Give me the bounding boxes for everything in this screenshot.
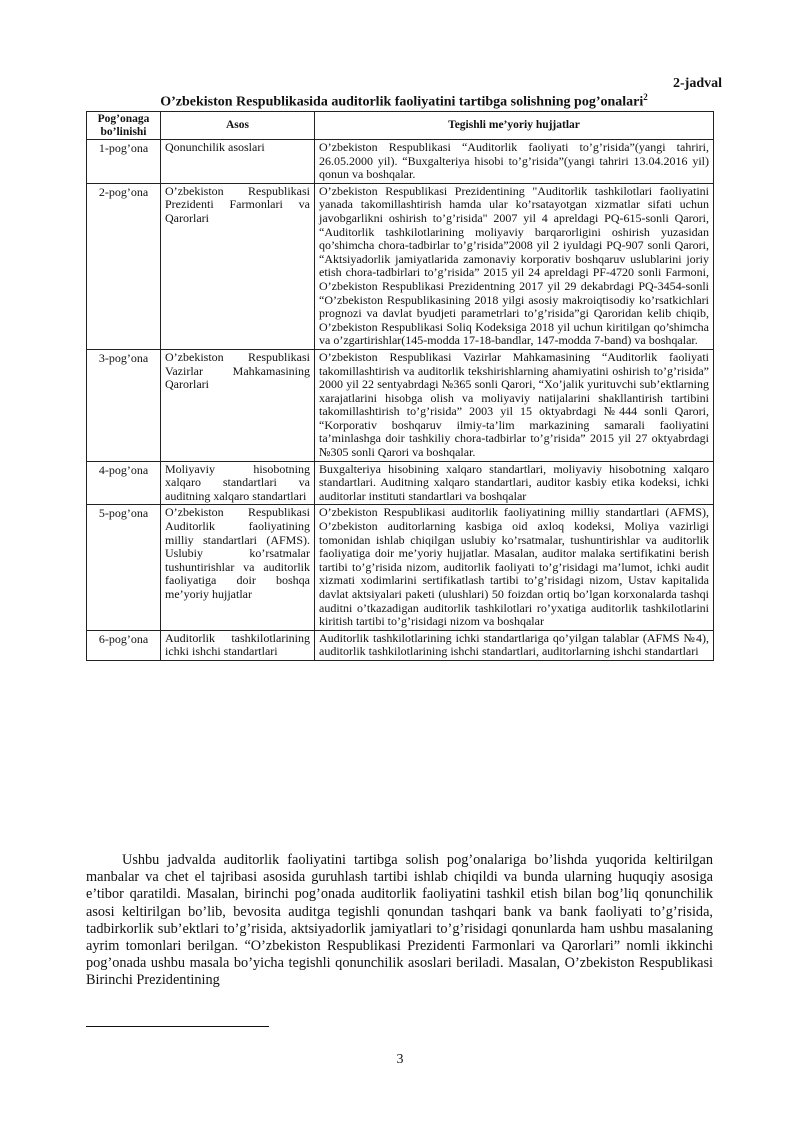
column-header-basis: Asos [161, 112, 315, 140]
table-label: 2-jadval [673, 76, 722, 91]
body-text [86, 852, 713, 990]
body-paragraph: Ushbu jadvalda auditorlik faoliyatini tartibga solish pog’onalariga bo’lishda yuqorida keltirilgan manbalar va chet el tajribasi asosida guruhlash tartibi ishlab chiqildi va bunda ularning huquqiy asosiga e’tibor qaratildi. Masalan, birinchi pog’onada auditorlik faoliyatini tashkil etish bilan bog’liq qonunchilik asosi keltirilgan bo’lib, bevosita auditga tegishli qonundan tashqari bank va bank faoliyati to’g’risida, tadbirkorlik sub’ektlari to’g’risida, aktsiyadorlik jamiyatlari to’g’risidagi qonunlarda ham ushbu masalaning ayrim tomonlari berilgan. “O’zbekiston Respublikasi Prezidenti Farmonlari va Qarorlari” nomli ikkinchi pog’onada ushbu masala bo’yicha tegishli qonunchilik asoslari beriladi. Masalan, O’zbekiston Respublikasi Birinchi Prezidentining [86, 852, 713, 989]
cell-basis: O’zbekiston Respublikasi Vazirlar Mahkamasining Qarorlari [161, 349, 315, 461]
table-row [87, 183, 714, 349]
cell-level: 1-pog’ona [87, 140, 161, 184]
table-header-row [87, 112, 714, 140]
cell-documents: O’zbekiston Respublikasi auditorlik faoliyatining milliy standartlari (AFMS), O’zbekiston auditorlarning kasbiga oid axloq kodeksi, Moliya vazirligi tomonidan ishlab chiqilgan uslubiy ko’rsatmalar, tushuntirishlar va auditorlik faoliyatiga doir me’yoriy hujjatlar. Masalan, auditor malaka sertifikatini berish tartibi to’g’risida nizom, auditorlik faoliyati to’g’risidagi ma’lumot, ichki audit xizmati xodimlarini sertifikatlash tartibi to’g’risidagi nizom, Ustav kapitalida davlat aktsiyalari paketi (ulushlari) 50 foizdan ortiq bo’lgan korxonalarda tashqi auditni o’tkazadigan auditorlik tashkilotlari ro’yxatiga auditorlik tashkilotlarini kiritish tartibi to’g’risidagi nizom va boshqalar [315, 505, 714, 630]
cell-documents: O’zbekiston Respublikasi “Auditorlik faoliyati to’g’risida”(yangi tahriri, 26.05.2000 yil). “Buxgalteriya hisobi to’g’risida”(yangi tahriri 13.04.2016 yil) qonun va boshqalar. [315, 140, 714, 184]
page-number: 3 [396, 1052, 404, 1067]
cell-level: 2-pog’ona [87, 183, 161, 349]
cell-level: 4-pog’ona [87, 461, 161, 505]
cell-basis: Moliyaviy hisobotning xalqaro standartlari va auditning xalqaro standartlari [161, 461, 315, 505]
cell-documents: O’zbekiston Respublikasi Vazirlar Mahkamasining “Auditorlik faoliyati takomillashtirish va auditorlik tekshirishlarning ahamiyatini oshirish to’g’risida” 2000 yil 22 sentyabrdagi №365 sonli Qarori, “Xo’jalik yurituvchi sub’ektlarning xarajatlarini hisobga olish va moliyaviy natijalarini shakllantirish tartibini takomillashtirish to’g’risida” 2003 yil 15 oktyabrdagi №444 sonli Qarori, “Korporativ boshqaruv ilmiy-ta’lim markazining samarali faoliyatini ta’minlashga doir tashkiliy chora-tadbirlar to’g’risida” 2015 yil 27 oktyabrdagi №305 sonli Qarori va boshqalar. [315, 349, 714, 461]
table-row [87, 140, 714, 184]
cell-basis: O’zbekiston Respublikasi Prezidenti Farmonlari va Qarorlari [161, 183, 315, 349]
cell-level: 3-pog’ona [87, 349, 161, 461]
cell-basis: Auditorlik tashkilotlarining ichki ishchi standartlari [161, 630, 315, 660]
table-title [84, 92, 724, 111]
table-title-text: O’zbekiston Respublikasida auditorlik faoliyatini tartibga solishning pog’onalari [160, 94, 644, 110]
table-row [87, 349, 714, 461]
cell-documents: Buxgalteriya hisobining xalqaro standartlari, moliyaviy hisobotning xalqaro standartlari. Auditning xalqaro standartlari, auditor kasbiy etika kodeksi, ichki auditorlar instituti standartlari va boshqalar [315, 461, 714, 505]
cell-level: 5-pog’ona [87, 505, 161, 630]
cell-documents: O’zbekiston Respublikasi Prezidentining "Auditorlik tashkilotlari faoliyatini yanada takomillashtirish hamda ular ko’rsatayotgan xizmatlar sifati uchun javobgarlikni oshirish to’g’risida" 2007 yil 4 apreldagi PQ-615-sonli Qarori, “Auditorlik tashkilotlarining moliyaviy barqarorligini oshirish yuzasidan qo’shimcha chora-tadbirlar to’g’risida”2008 yil 2 iyuldagi PQ-907 sonli Qarori, “Aktsiyadorlik jamiyatlarida zamonaviy korporativ boshqaruv uslublarini joriy etish chora-tadbirlari to’g’risida” 2015 yil 24 apreldagi PF-4720 sonli Farmoni, O’zbekiston Respublikasi Prezidentning 2017 yil 29 dekabrdagi PQ-3454-sonli “O’zbekiston Respublikasining 2018 yilgi asosiy makroiqtisodiy ko’rsatkichlari prognozi va davlat byudjeti parametrlari to’g’risida”gi Qaroridan kelib chiqib, O’zbekiston Respublikasi Soliq Kodeksiga 2018 yil uchun kiritilgan qo’shimcha va o’zgartirishlar(145-modda 17-18-bandlar, 147-modda 7-band) va boshqalar. [315, 183, 714, 349]
cell-basis: O’zbekiston Respublikasi Auditorlik faoliyatining milliy standartlari (AFMS). Uslubiy ko’rsatmalar tushuntirishlar va auditorlik faoliyatiga doir boshqa me’yoriy hujjatlar [161, 505, 315, 630]
regulation-levels-table [86, 111, 714, 661]
cell-basis: Qonunchilik asoslari [161, 140, 315, 184]
table-row [87, 505, 714, 630]
cell-documents: Auditorlik tashkilotlarining ichki standartlariga qo’yilgan talablar (AFMS №4), auditorlik tashkilotlarining ishchi standartlari, auditorlarning ishchi standartlari [315, 630, 714, 660]
cell-level: 6-pog’ona [87, 630, 161, 660]
column-header-level: Pog’onaga bo’linishi [87, 112, 161, 140]
column-header-documents: Tegishli me’yoriy hujjatlar [315, 112, 714, 140]
footnote-separator [86, 1026, 269, 1027]
table-row [87, 630, 714, 660]
footnote-marker: 2 [643, 92, 648, 102]
table-row [87, 461, 714, 505]
